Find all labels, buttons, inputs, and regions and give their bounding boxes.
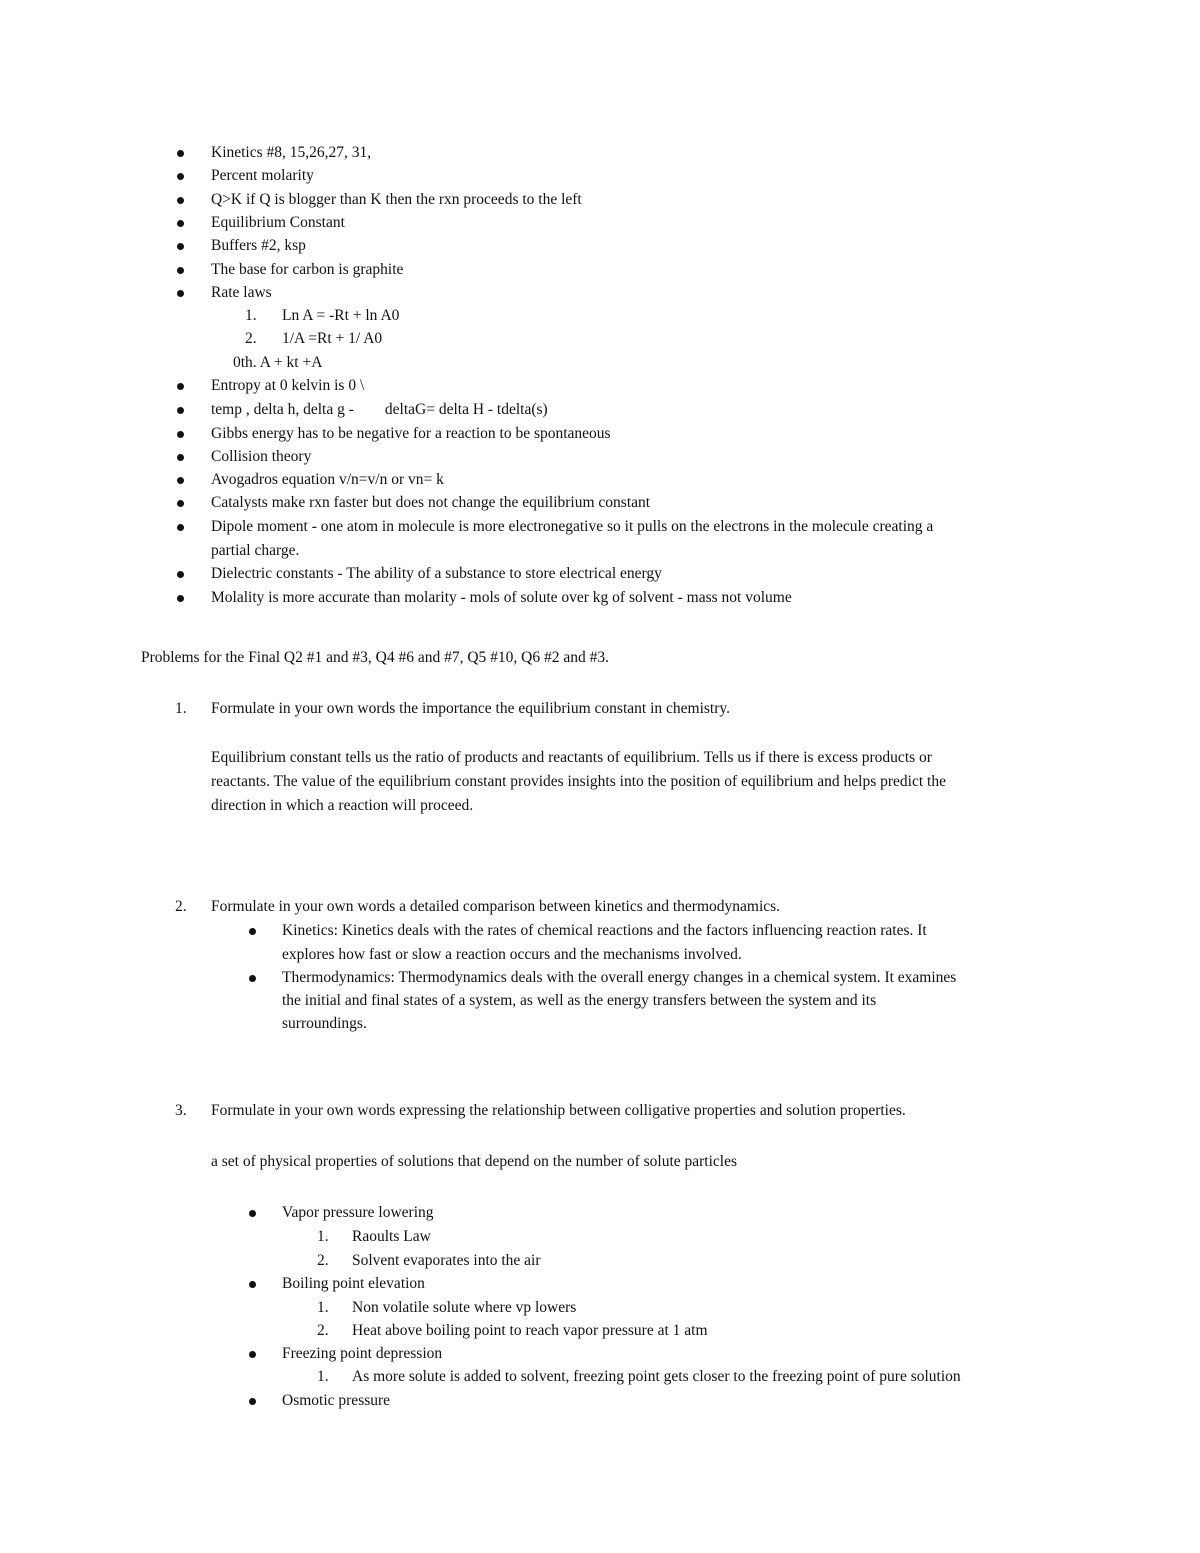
bullet-icon — [177, 407, 184, 414]
bullet-icon — [177, 220, 184, 227]
property-subitem: 2. Solvent evaporates into the air — [317, 1252, 541, 1269]
rate-law-item: 1. Ln A = -Rt + ln A0 — [245, 307, 400, 324]
question-1: 1. Formulate in your own words the importance the equilibrium constant in chemistry. — [175, 700, 731, 717]
bullet-icon — [177, 571, 184, 578]
list-item: Gibbs energy has to be negative for a reaction to be spontaneous — [0, 423, 1200, 447]
bullet-icon — [177, 383, 184, 390]
list-item: Dielectric constants - The ability of a substance to store electrical energy — [0, 563, 1200, 587]
list-item: Collision theory — [0, 446, 1200, 470]
list-item: Entropy at 0 kelvin is 0 \ — [0, 375, 1200, 399]
bullet-icon — [177, 524, 184, 531]
bullet-icon — [177, 290, 184, 297]
list-item: Rate laws — [0, 282, 1200, 306]
question-2: 2. Formulate in your own words a detailed comparison between kinetics and thermodynamics. — [175, 898, 781, 915]
bullet-icon — [249, 1210, 256, 1217]
property-subitem: 2. Heat above boiling point to reach vapor pressure at 1 atm — [317, 1322, 708, 1339]
list-item: Percent molarity — [0, 165, 1200, 189]
list-item: Equilibrium Constant — [0, 212, 1200, 236]
question-3: 3. Formulate in your own words expressing the relationship between colligative properties and solution properties. — [175, 1102, 906, 1119]
comparison-item-continuation: surroundings. — [282, 1015, 367, 1032]
list-item: Q>K if Q is blogger than K then the rxn proceeds to the left — [0, 189, 1200, 213]
list-item: The base for carbon is graphite — [0, 259, 1200, 283]
property-item: Osmotic pressure — [0, 1390, 1200, 1414]
bullet-icon — [249, 1398, 256, 1405]
zeroth-order-line: 0th. A + kt +A — [233, 354, 323, 371]
property-item: Freezing point depression — [0, 1343, 1200, 1367]
property-item: Boiling point elevation — [0, 1273, 1200, 1297]
bullet-icon — [177, 150, 184, 157]
property-subitem: 1. As more solute is added to solvent, freezing point gets closer to the freezing point of pure solution — [317, 1368, 961, 1385]
answer-1-line: reactants. The value of the equilibrium constant provides insights into the position of equilibrium and helps predict the — [211, 773, 946, 790]
list-item: Dipole moment - one atom in molecule is more electronegative so it pulls on the electrons in the molecule creating a — [0, 516, 1200, 540]
answer-1-line: Equilibrium constant tells us the ratio of products and reactants of equilibrium. Tells us if there is excess products or — [211, 749, 932, 766]
comparison-item-continuation: explores how fast or slow a reaction occurs and the mechanisms involved. — [282, 946, 742, 963]
bullet-icon — [177, 500, 184, 507]
property-item: Vapor pressure lowering — [0, 1202, 1200, 1226]
rate-law-item: 2. 1/A =Rt + 1/ A0 — [245, 330, 383, 347]
bullet-icon — [177, 243, 184, 250]
bullet-icon — [177, 595, 184, 602]
list-item: Buffers #2, ksp — [0, 235, 1200, 259]
list-item-continuation: partial charge. — [211, 542, 300, 559]
comparison-item: Kinetics: Kinetics deals with the rates of chemical reactions and the factors influencing reaction rates. It — [0, 920, 1200, 944]
bullet-icon — [177, 431, 184, 438]
list-item: temp , delta h, delta g - deltaG= delta H - tdelta(s) — [0, 399, 1200, 423]
bullet-icon — [177, 477, 184, 484]
colligative-definition: a set of physical properties of solutions that depend on the number of solute particles — [211, 1153, 738, 1170]
comparison-item: Thermodynamics: Thermodynamics deals with the overall energy changes in a chemical system. It examines — [0, 967, 1200, 991]
bullet-icon — [249, 1351, 256, 1358]
list-item: Catalysts make rxn faster but does not change the equilibrium constant — [0, 492, 1200, 516]
list-item: Molality is more accurate than molarity - mols of solute over kg of solvent - mass not volume — [0, 587, 1200, 611]
bullet-icon — [177, 173, 184, 180]
comparison-item-continuation: the initial and final states of a system, as well as the energy transfers between the system and its — [282, 992, 877, 1009]
bullet-icon — [177, 454, 184, 461]
list-item: Kinetics #8, 15,26,27, 31, — [0, 142, 1200, 166]
bullet-icon — [177, 197, 184, 204]
bullet-icon — [249, 975, 256, 982]
bullet-icon — [249, 1281, 256, 1288]
final-problems-heading: Problems for the Final Q2 #1 and #3, Q4 #6 and #7, Q5 #10, Q6 #2 and #3. — [141, 649, 609, 666]
answer-1-line: direction in which a reaction will proceed. — [211, 797, 474, 814]
list-item: Avogadros equation v/n=v/n or vn= k — [0, 469, 1200, 493]
bullet-icon — [249, 928, 256, 935]
property-subitem: 1. Non volatile solute where vp lowers — [317, 1299, 577, 1316]
property-subitem: 1. Raoults Law — [317, 1228, 431, 1245]
bullet-icon — [177, 267, 184, 274]
